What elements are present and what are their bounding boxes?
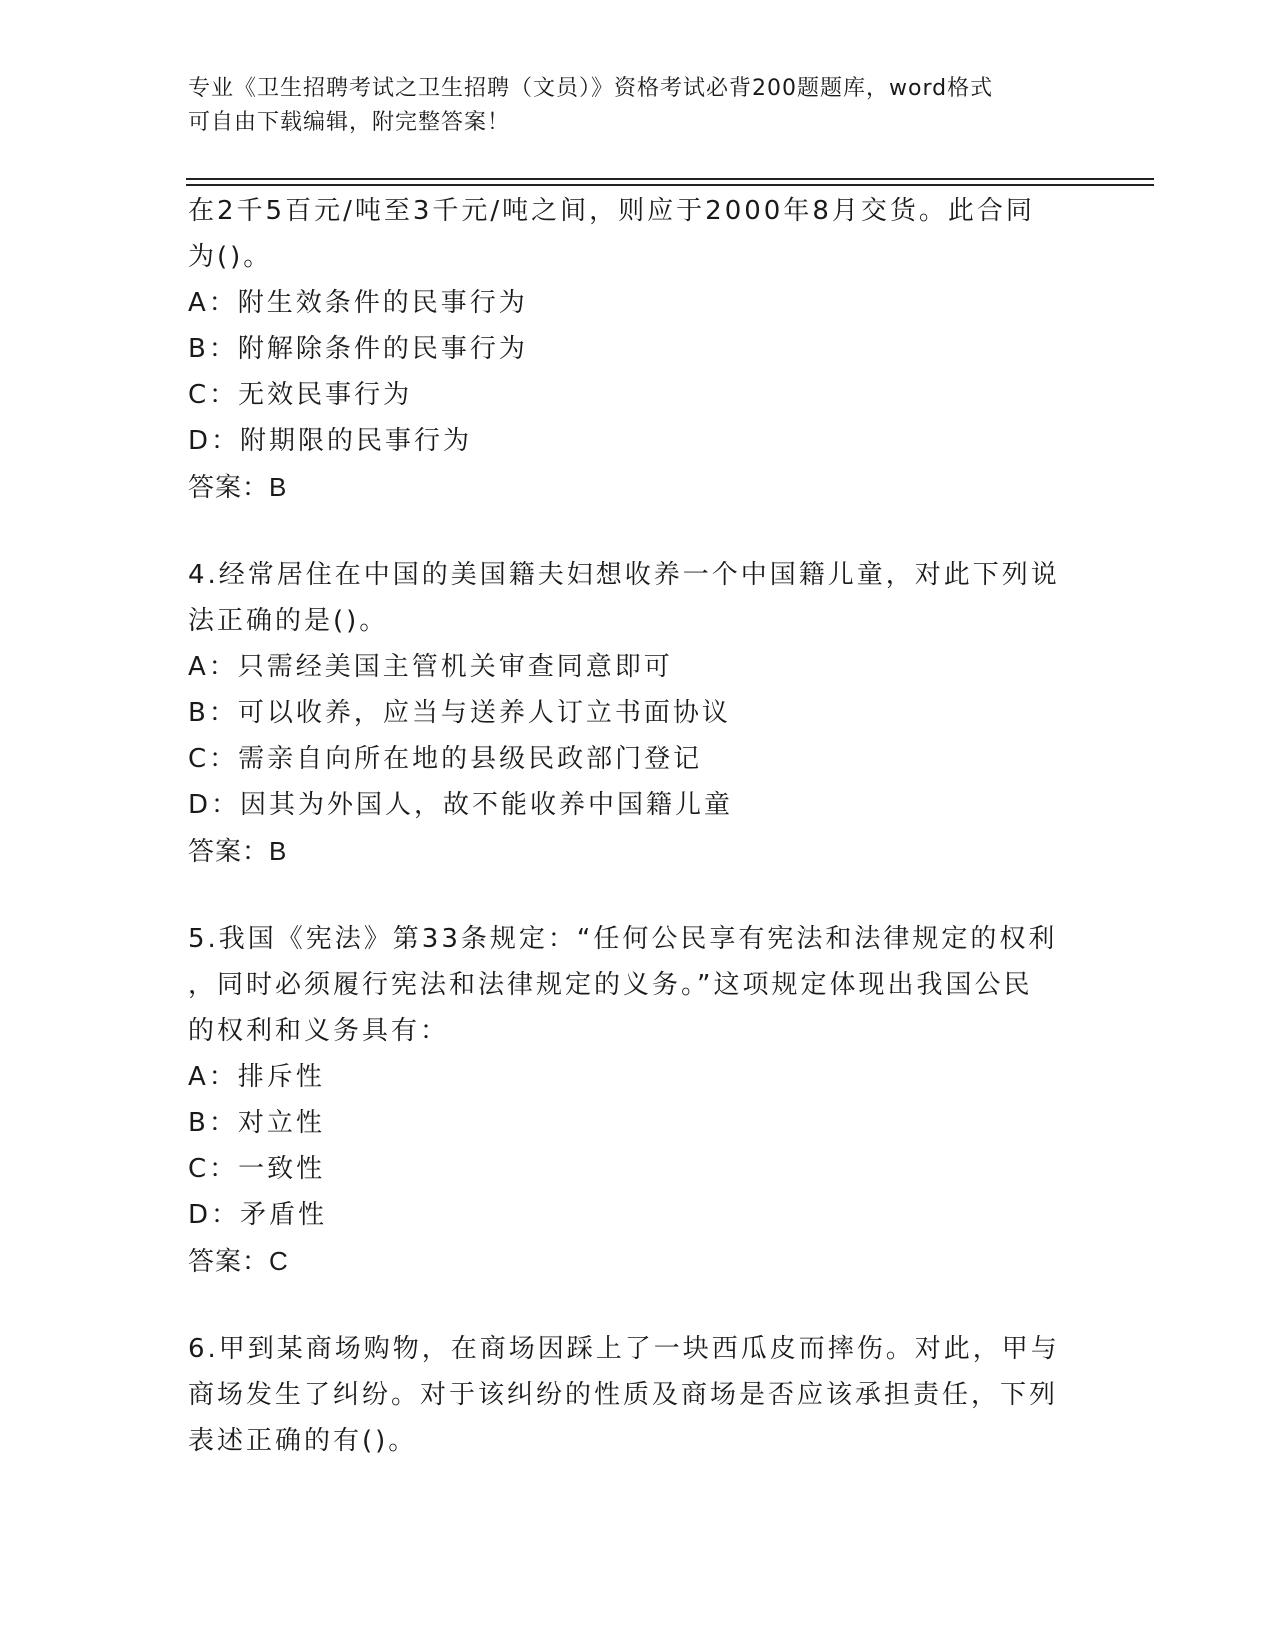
- answer-line: 答案：C: [188, 1246, 289, 1276]
- option-b: B：可以收养，应当与送养人订立书面协议: [188, 698, 731, 728]
- question-stem-line: 表述正确的有()。: [188, 1426, 418, 1456]
- option-a: A：只需经美国主管机关审查同意即可: [188, 652, 673, 682]
- question-6: [188, 1326, 1088, 1464]
- option-c: C：需亲自向所在地的县级民政部门登记: [188, 744, 703, 774]
- document-body: [188, 188, 1088, 1464]
- header-divider-bottom: [186, 184, 1154, 186]
- document-header: [188, 72, 1088, 140]
- question-spacer: [188, 874, 1088, 916]
- option-c: C：无效民事行为: [188, 380, 413, 410]
- answer-line: 答案：B: [188, 836, 288, 866]
- question-4: [188, 552, 1088, 874]
- option-d: D：矛盾性: [188, 1200, 328, 1230]
- option-a: A：排斥性: [188, 1062, 325, 1092]
- header-title-line-1: 专业《卫生招聘考试之卫生招聘（文员）》资格考试必背200题题库，word格式: [188, 76, 994, 101]
- option-b: B：附解除条件的民事行为: [188, 334, 528, 364]
- header-divider-top: [186, 178, 1154, 180]
- question-stem-line: 的权利和义务具有：: [188, 1016, 450, 1046]
- question-stem-line: ，同时必须履行宪法和法律规定的义务。”这项规定体现出我国公民: [188, 970, 1033, 1000]
- question-spacer: [188, 510, 1088, 552]
- question-stem-line: 5.我国《宪法》第33条规定：“任何公民享有宪法和法律规定的权利: [188, 924, 1058, 954]
- question-stem-line: 6.甲到某商场购物，在商场因踩上了一块西瓜皮而摔伤。对此，甲与: [188, 1334, 1060, 1364]
- question-spacer: [188, 1284, 1088, 1326]
- question-stem-line: 商场发生了纠纷。对于该纠纷的性质及商场是否应该承担责任，下列: [188, 1380, 1059, 1410]
- header-title-line-2: 可自由下载编辑，附完整答案！: [188, 110, 511, 135]
- answer-line: 答案：B: [188, 472, 288, 502]
- question-5: [188, 916, 1088, 1284]
- question-stem-line: 在2千5百元/吨至3千元/吨之间，则应于2000年8月交货。此合同: [188, 196, 1035, 226]
- question-stem-line: 4.经常居住在中国的美国籍夫妇想收养一个中国籍儿童，对此下列说: [188, 560, 1060, 590]
- question-stem-line: 法正确的是()。: [188, 606, 389, 636]
- option-c: C：一致性: [188, 1154, 326, 1184]
- question-3: [188, 188, 1088, 510]
- option-b: B：对立性: [188, 1108, 325, 1138]
- option-a: A：附生效条件的民事行为: [188, 288, 528, 318]
- option-d: D：附期限的民事行为: [188, 426, 473, 456]
- question-stem-line: 为()。: [188, 242, 273, 272]
- option-d: D：因其为外国人，故不能收养中国籍儿童: [188, 790, 734, 820]
